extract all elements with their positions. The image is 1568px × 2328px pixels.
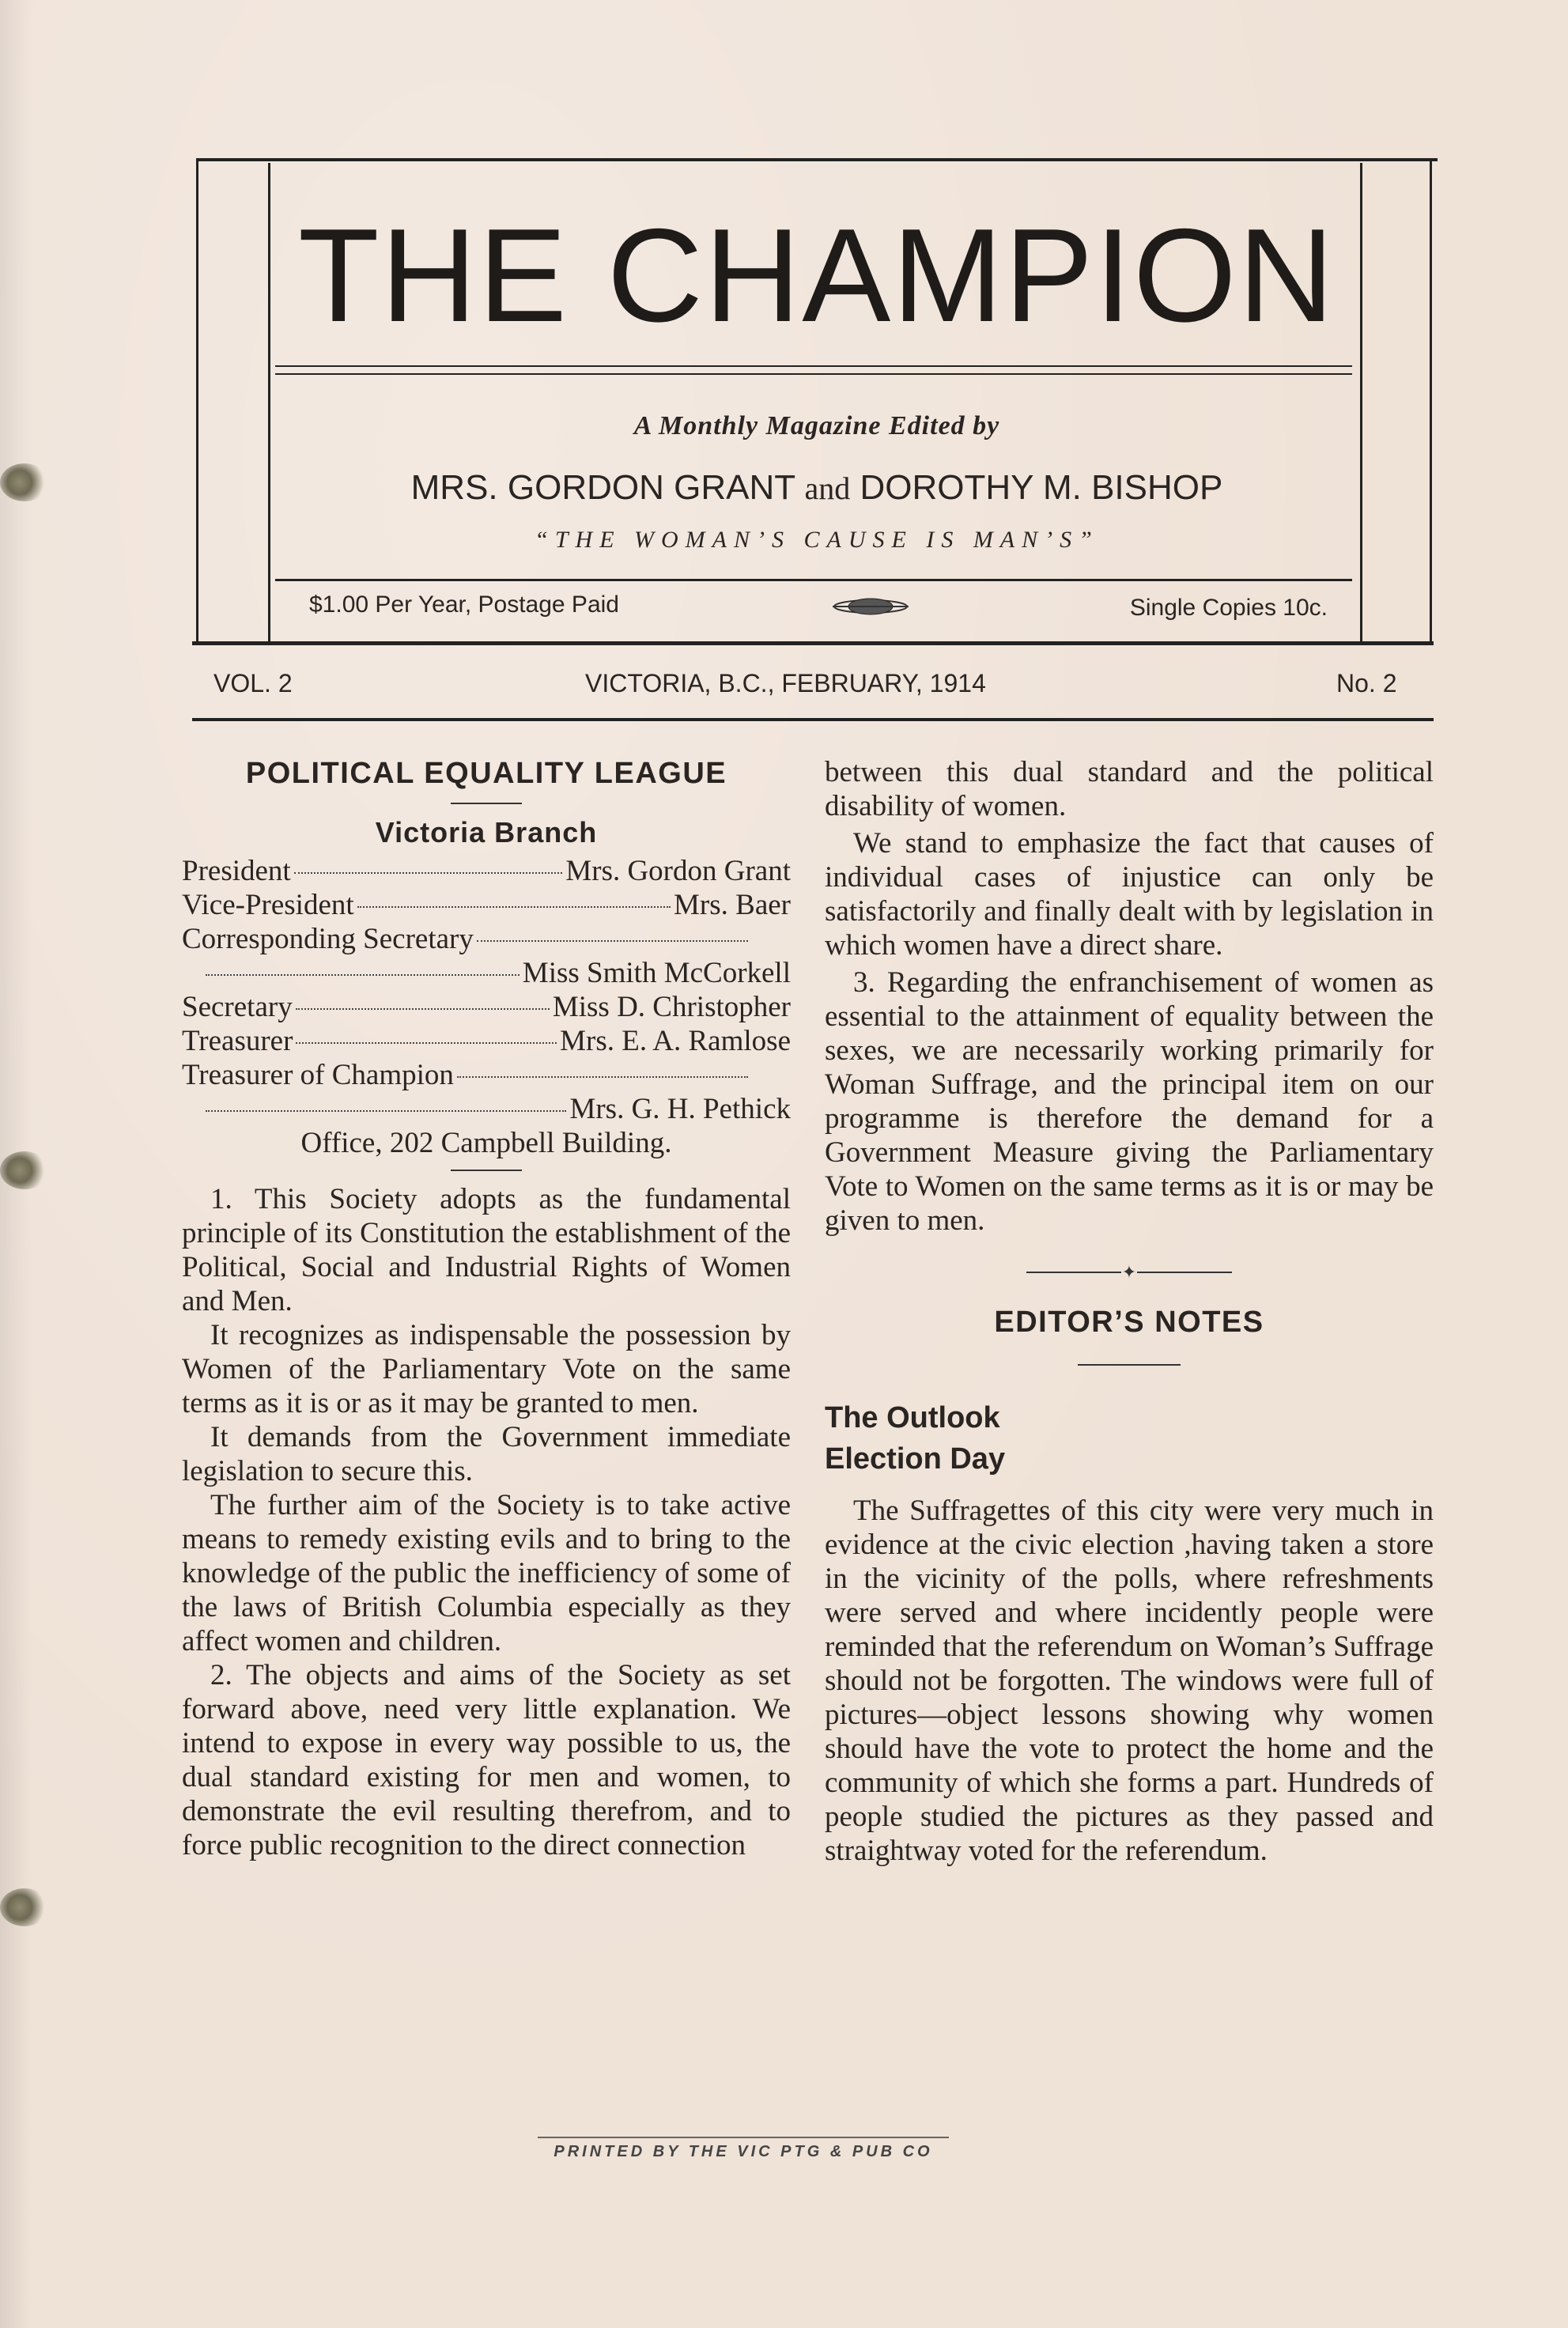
officer-row — [182, 922, 751, 956]
editors-and: and — [804, 471, 851, 506]
title-double-rule-bottom — [275, 373, 1352, 375]
officer-name: Miss Smith McCorkell — [522, 957, 791, 989]
section-ornament-divider — [825, 1257, 1434, 1288]
editor-1: MRS. GORDON GRANT — [410, 468, 795, 507]
editors-notes-heading: EDITOR’S NOTES — [994, 1306, 1264, 1339]
paragraph: The further aim of the Society is to take active means to remedy existing evils and to bring to the knowledge of the public the inefficiency of some of the laws of British Columbia especially as they affect women and children. — [182, 1489, 791, 1657]
officer-row — [182, 1024, 791, 1058]
leader-dots — [206, 1110, 566, 1112]
officer-role: President — [182, 855, 291, 887]
officer-row — [182, 1058, 751, 1092]
paragraph: It recognizes as indispensable the possession by Women of the Parliamentary Vote on the same terms as it is or as it may be granted to men. — [182, 1319, 791, 1419]
leader-dots — [457, 1076, 748, 1078]
officer-name: Mrs. Gordon Grant — [565, 855, 791, 887]
office-address: Office, 202 Campbell Building. — [300, 1127, 672, 1159]
league-heading: POLITICAL EQUALITY LEAGUE — [245, 757, 727, 790]
leader-dots — [477, 940, 748, 942]
officer-name: Mrs. Baer — [674, 889, 791, 921]
binding-hole-mark — [0, 463, 49, 501]
paragraph: 3. Regarding the enfranchisement of women as essential to the attainment of equality between the sexes, we are necessarily working primarily for Woman Suffrage, and the principal item on our programme is therefore the demand for a Government Measure giving the Parliamentary Vote to Women on the same terms as it is or may be given to men. — [825, 966, 1434, 1237]
leader-dots — [296, 1008, 550, 1010]
masthead — [192, 158, 1434, 648]
divider — [1078, 1364, 1181, 1366]
left-column — [182, 755, 791, 1862]
volume-number: VOL. 2 — [213, 669, 293, 697]
paragraph: We stand to emphasize the fact that causes of individual cases of injustice can only be satisfactorily and finally dealt with by legislation in which women have a direct share. — [825, 827, 1434, 962]
officer-role: Treasurer of Champion — [182, 1059, 454, 1091]
subheading-outlook: The Outlook — [825, 1401, 1000, 1434]
motto: “THE WOMAN’S CAUSE IS MAN’S” — [535, 527, 1099, 553]
officer-role: Vice-President — [182, 889, 354, 921]
subscription-price: $1.00 Per Year, Postage Paid — [309, 591, 619, 618]
magazine-title: THE CHAMPION — [297, 201, 1336, 350]
editor-2: DOROTHY M. BISHOP — [860, 468, 1223, 507]
edited-by-line: A Monthly Magazine Edited by — [633, 411, 1000, 440]
masthead-top-rule — [196, 158, 1438, 161]
editors-line — [192, 468, 1441, 508]
officer-row — [182, 888, 791, 922]
price-rule — [275, 579, 1352, 581]
paragraph: 2. The objects and aims of the Society as set forward above, need very little explanation. We intend to expose in every way possible to us, the dual standard existing for men and women, to demonstrate the evil resulting therefrom, and to force public recognition to the direct connection — [182, 1659, 791, 1861]
paragraph: 1. This Society adopts as the fundamental principle of its Constitution the establishment of the Political, Social and Industrial Rights of Women and Men. — [182, 1183, 791, 1317]
officer-name: Mrs. G. H. Pethick — [569, 1093, 791, 1125]
divider — [451, 1170, 522, 1171]
right-column — [825, 755, 1434, 1868]
paragraph-continued: between this dual standard and the political disability of women. — [825, 756, 1434, 822]
title-double-rule-top — [275, 365, 1352, 367]
printer-credit: PRINTED BY THE VIC PTG & PUB CO — [538, 2137, 949, 2161]
officer-name: Miss D. Christopher — [552, 991, 791, 1023]
subheading-election-day: Election Day — [825, 1442, 1006, 1476]
leader-dots — [296, 1042, 557, 1044]
place-and-date: VICTORIA, B.C., FEBRUARY, 1914 — [585, 669, 986, 697]
officer-row — [182, 990, 791, 1024]
issue-number: No. 2 — [1336, 669, 1397, 697]
binding-hole-mark — [0, 1888, 49, 1926]
svg-text:✦: ✦ — [1121, 1262, 1137, 1282]
volume-rule — [192, 718, 1434, 721]
branch-heading: Victoria Branch — [375, 816, 598, 848]
masthead-bottom-rule — [192, 641, 1434, 645]
single-copy-price: Single Copies 10c. — [1129, 595, 1328, 621]
officer-role: Treasurer — [182, 1025, 293, 1057]
officer-row-continued — [182, 1092, 791, 1126]
officer-role: Corresponding Secretary — [182, 923, 474, 955]
officer-row — [182, 854, 791, 888]
binding-hole-mark — [0, 1151, 49, 1189]
officer-name: Mrs. E. A. Ramlose — [560, 1025, 791, 1057]
leader-dots — [357, 906, 671, 908]
ornament-icon — [831, 596, 910, 617]
divider — [451, 803, 522, 804]
leader-dots — [206, 974, 520, 976]
officer-role: Secretary — [182, 991, 293, 1023]
officer-row-continued — [182, 956, 791, 990]
paragraph: The Suffragettes of this city were very much in evidence at the civic election ,having taken a store in the vicinity of the polls, where refreshments were served and where incidently people were reminded that the referendum on Woman’s Suffrage should not be forgotten. The windows were full of pictures—object lessons showing why women should have the vote to protect the home and the community of which she forms a part. Hundreds of people studied the pictures as they passed and straightway voted for the referendum. — [825, 1495, 1434, 1867]
paragraph: It demands from the Government immediate legislation to secure this. — [182, 1421, 791, 1487]
leader-dots — [294, 872, 563, 874]
